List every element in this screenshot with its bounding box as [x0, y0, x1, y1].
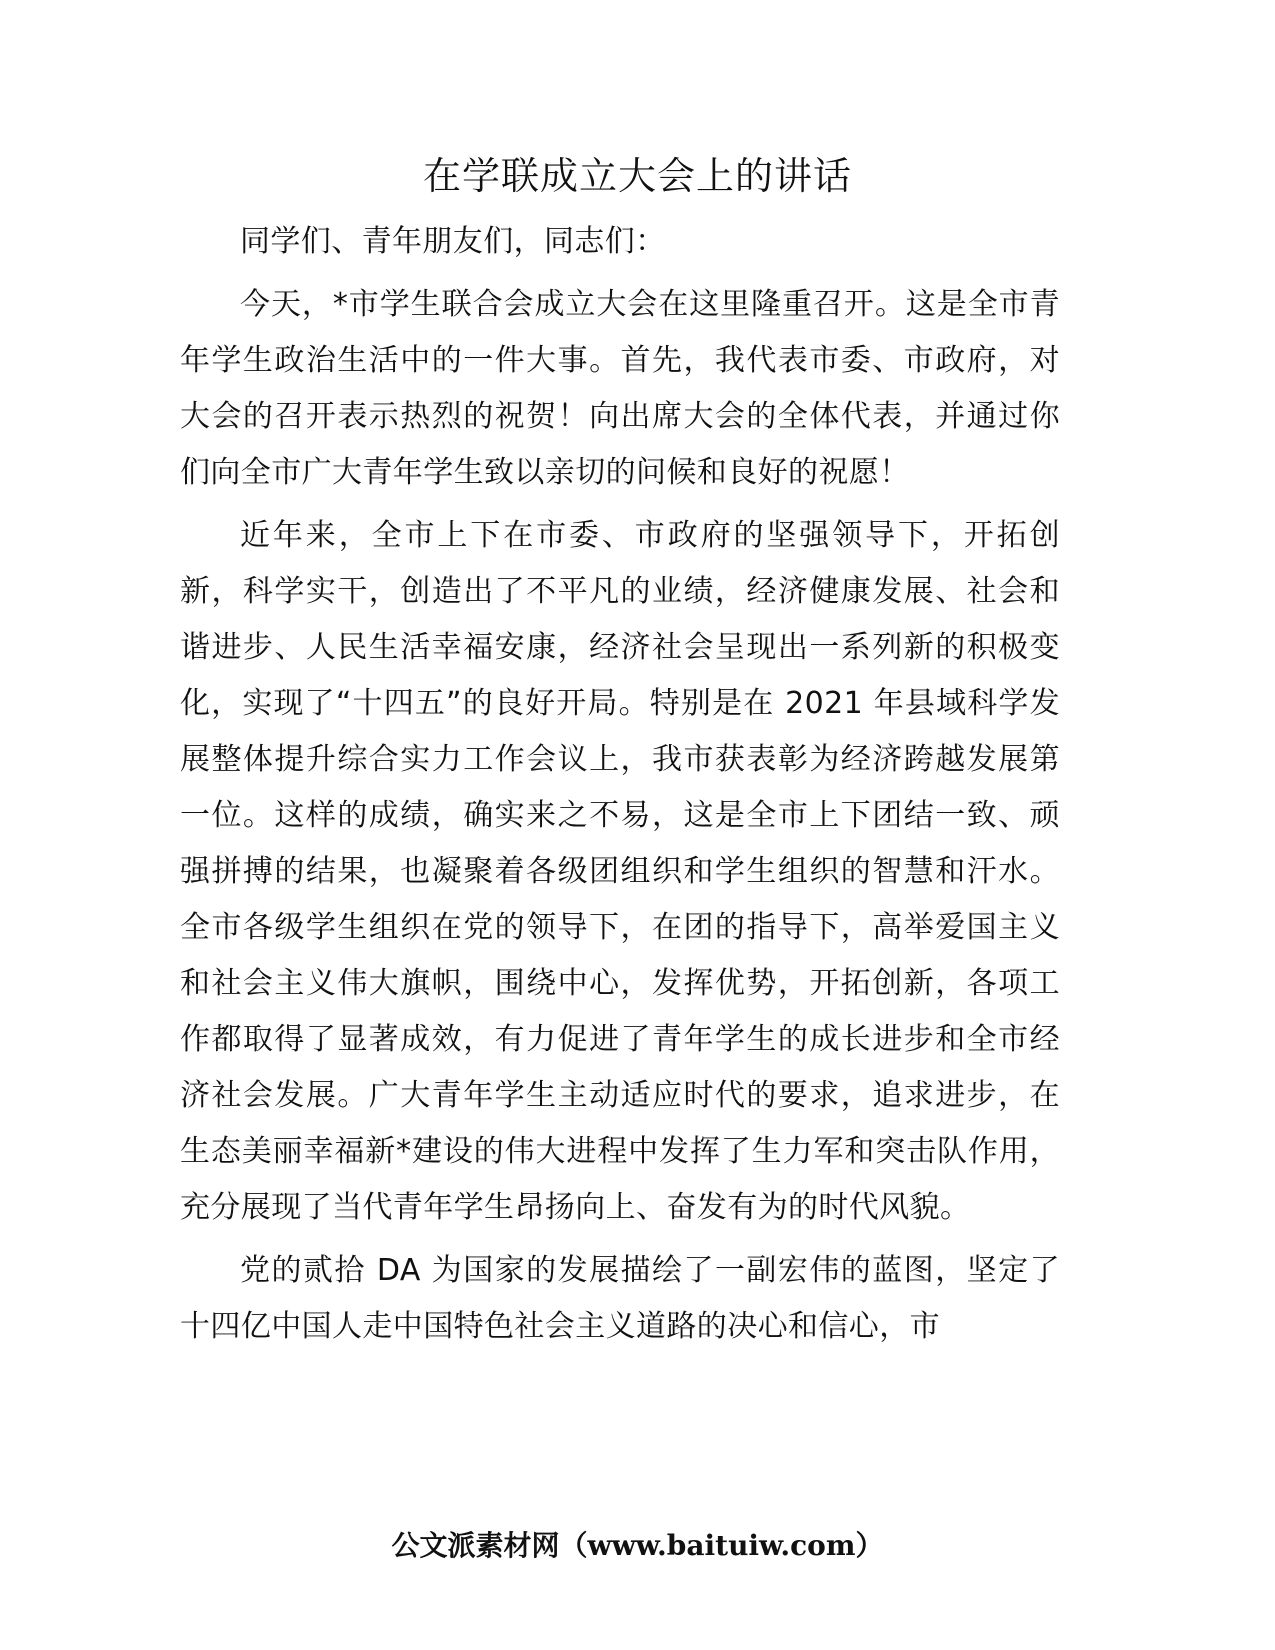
opening-paragraph: 今天，*市学生联合会成立大会在这里隆重召开。这是全市青年学生政治生活中的一件大事。首先，我代表市委、市政府，对大会的召开表示热烈的祝贺！向出席大会的全体代表，并通过你们向全市广大青年学生致以亲切的问候和良好的祝愿！: [180, 287, 1060, 490]
document-body: [180, 214, 1060, 1362]
salutation-paragraph: 同学们、青年朋友们，同志们：: [240, 224, 666, 259]
document-title: 在学联成立大会上的讲话: [422, 154, 852, 198]
footer-watermark: 公文派素材网（www.baituiw.com）: [391, 1529, 884, 1562]
party-congress-paragraph: 党的贰拾 DA 为国家的发展描绘了一副宏伟的蓝图，坚定了十四亿中国人走中国特色社会主义道路的决心和信心，市: [180, 1253, 1060, 1344]
achievements-paragraph: 近年来，全市上下在市委、市政府的坚强领导下，开拓创新，科学实干，创造出了不平凡的业绩，经济健康发展、社会和谐进步、人民生活幸福安康，经济社会呈现出一系列新的积极变化，实现了“十四五”的良好开局。特别是在 2021 年县域科学发展整体提升综合实力工作会议上，我市获表彰为经济跨越发展第一位。这样的成绩，确实来之不易，这是全市上下团结一致、顽强拼搏的结果，也凝聚着各级团组织和学生组织的智慧和汗水。全市各级学生组织在党的领导下，在团的指导下，高举爱国主义和社会主义伟大旗帜，围绕中心，发挥优势，开拓创新，各项工作都取得了显著成效，有力促进了青年学生的成长进步和全市经济社会发展。广大青年学生主动适应时代的要求，追求进步，在生态美丽幸福新*建设的伟大进程中发挥了生力军和突击队作用，充分展现了当代青年学生昂扬向上、奋发有为的时代风貌。: [180, 518, 1060, 1225]
